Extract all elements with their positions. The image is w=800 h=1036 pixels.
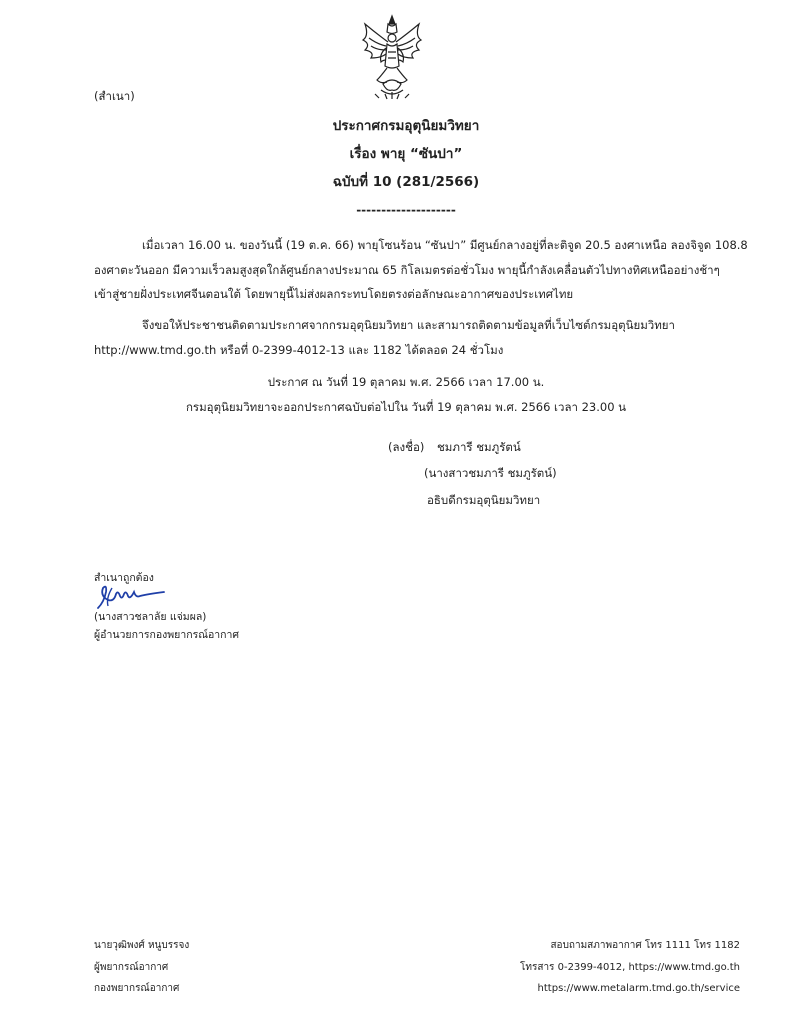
divider: -------------------- bbox=[356, 203, 456, 217]
signed-label: (ลงชื่อ) bbox=[388, 440, 425, 454]
signer-position: อธิบดีกรมอุตุนิยมวิทยา bbox=[427, 493, 541, 507]
contact-fax-website: โทรสาร 0-2399-4012, https://www.tmd.go.th bbox=[520, 962, 740, 973]
paragraph-1-line-3: เข้าสู่ชายฝั่งประเทศจีนตอนใต้ โดยพายุนี้ไม่ส่งผลกระทบโดยตรงต่อลักษณะอากาศของประเทศไทย bbox=[94, 287, 574, 301]
page-title: ประกาศกรมอุตุนิยมวิทยา bbox=[332, 118, 480, 134]
announcement-date: ประกาศ ณ วันที่ 19 ตุลาคม พ.ศ. 2566 เวลา 17.00 น. bbox=[267, 375, 545, 389]
next-issue-notice: กรมอุตุนิยมวิทยาจะออกประกาศฉบับต่อไปใน วันที่ 19 ตุลาคม พ.ศ. 2566 เวลา 23.00 น bbox=[185, 400, 627, 414]
forecaster-title: ผู้พยากรณ์อากาศ bbox=[94, 962, 169, 973]
contact-phone: สอบถามสภาพอากาศ โทร 1111 โทร 1182 bbox=[550, 940, 740, 951]
issue-number: ฉบับที่ 10 (281/2566) bbox=[332, 174, 480, 190]
contact-service-link[interactable]: https://www.metalarm.tmd.go.th/service bbox=[537, 983, 740, 994]
garuda-emblem-icon bbox=[359, 14, 425, 100]
signer-full-name: (นางสาวชมภารี ชมภูรัตน์) bbox=[424, 466, 557, 480]
paragraph-1-line-1: เมื่อเวลา 16.00 น. ของวันนี้ (19 ต.ค. 66) พายุโซนร้อน “ซันปา” มีศูนย์กลางอยู่ที่ละติจูด 20.5 องศาเหนือ ลองจิจูด 108.8 bbox=[142, 238, 748, 252]
certifier-name: (นางสาวชลาลัย แจ่มผล) bbox=[94, 611, 207, 623]
copy-mark: (สำเนา) bbox=[94, 89, 135, 103]
subject-line: เรื่อง พายุ “ซันปา” bbox=[349, 146, 463, 162]
paragraph-2-line-1: จึงขอให้ประชาชนติดตามประกาศจากกรมอุตุนิยมวิทยา และสามารถติดตามข้อมูลที่เว็บไซต์กรมอุตุนิยมวิทยา bbox=[142, 318, 676, 332]
paragraph-2-line-2: http://www.tmd.go.th หรือที่ 0-2399-4012-13 และ 1182 ได้ตลอด 24 ชั่วโมง bbox=[94, 343, 504, 357]
paragraph-1-line-2: องศาตะวันออก มีความเร็วลมสูงสุดใกล้ศูนย์กลางประมาณ 65 กิโลเมตรต่อชั่วโมง พายุนี้กำลังเคลื่อนตัวไปทางทิศเหนืออย่างช้าๆ bbox=[94, 263, 720, 277]
certifier-position: ผู้อำนวยการกองพยากรณ์อากาศ bbox=[94, 629, 240, 641]
signed-name: ชมภารี ชมภูรัตน์ bbox=[437, 440, 521, 454]
forecaster-division: กองพยากรณ์อากาศ bbox=[94, 983, 180, 994]
certified-copy-label: สำเนาถูกต้อง bbox=[94, 572, 154, 584]
forecaster-name: นายวุฒิพงศ์ หนูบรรจง bbox=[94, 940, 190, 951]
